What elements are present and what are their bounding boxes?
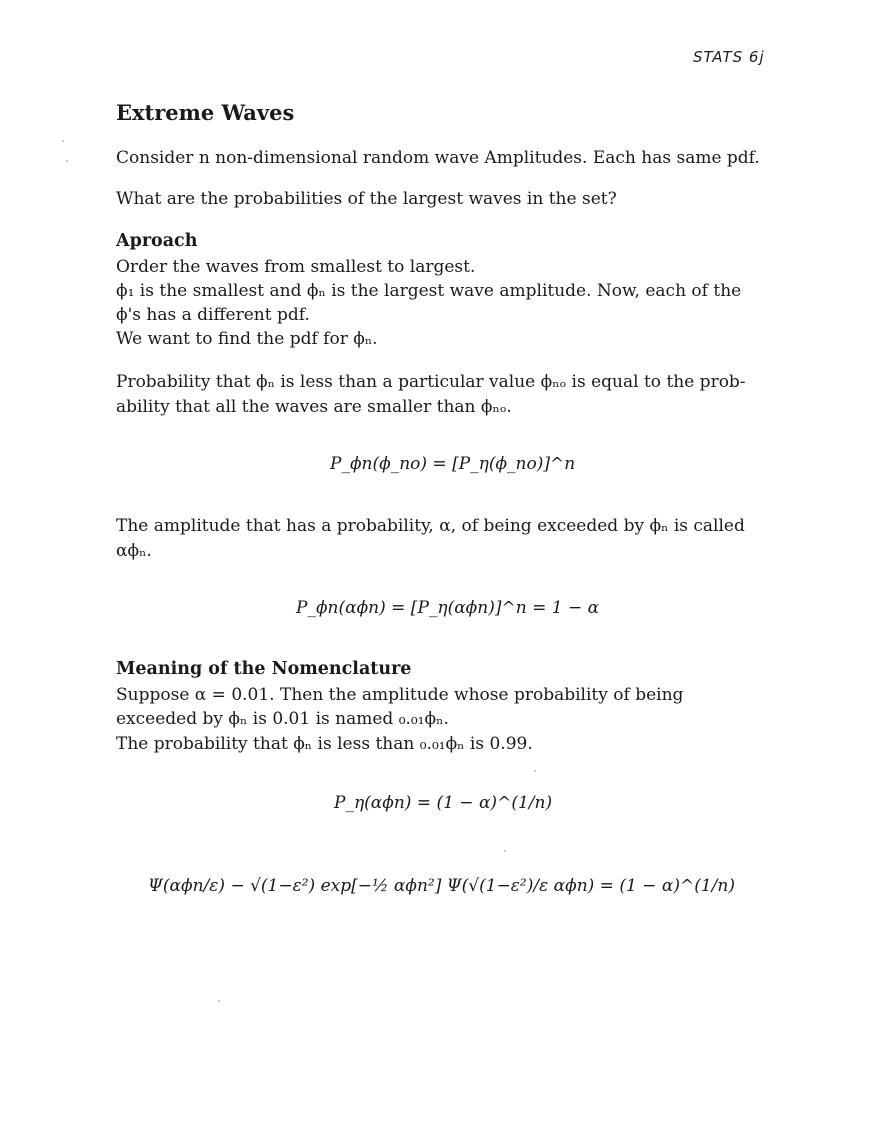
equation-2-text: P_ϕn(αϕn) = [P_η(αϕn)]^n = 1 − α [296, 598, 600, 618]
equation-4 [148, 876, 735, 896]
equation-3 [334, 793, 552, 813]
nomenclature-heading: Meaning of the Nomenclature [116, 659, 412, 679]
approach-heading: Aproach [116, 231, 198, 251]
equation-1-text: P_ϕn(ϕ_no) = [P_η(ϕ_no)]^n [330, 454, 576, 474]
approach-line-2: ϕ₁ is the smallest and ϕₙ is the largest wave amplitude. Now, each of the [116, 281, 742, 301]
nomenclature-line-3: The probability that ϕₙ is less than ₀.₀₁ϕₙ is 0.99. [116, 734, 533, 754]
scan-speck [66, 160, 68, 162]
intro-paragraph-2: What are the probabilities of the largest waves in the set? [116, 189, 617, 209]
approach-line-3: ϕ's has a different pdf. [116, 305, 310, 325]
nomenclature-line-2: exceeded by ϕₙ is 0.01 is named ₀.₀₁ϕₙ. [116, 709, 449, 729]
scan-speck [534, 770, 536, 772]
equation-1 [330, 454, 575, 474]
equation-3-text: P_η(αϕn) = (1 − α)^(1/n) [334, 793, 553, 813]
approach-line-4: We want to find the pdf for ϕₙ. [116, 329, 378, 349]
probability-line-1: Probability that ϕₙ is less than a particular value ϕₙₒ is equal to the prob- [116, 372, 746, 392]
amplitude-line-2: αϕₙ. [116, 541, 152, 561]
corner-handwritten-label: STATS 6j [693, 48, 765, 66]
page-title: Extreme Waves [116, 100, 295, 125]
intro-paragraph-1: Consider n non-dimensional random wave Amplitudes. Each has same pdf. [116, 148, 760, 168]
approach-line-1: Order the waves from smallest to largest. [116, 257, 476, 277]
nomenclature-line-1: Suppose α = 0.01. Then the amplitude whose probability of being [116, 685, 684, 705]
scan-speck [218, 1000, 220, 1002]
equation-4-text: Ψ(αϕn/ε) − √(1−ε²) exp[−½ αϕn²] Ψ(√(1−ε²)/ε αϕn) = (1 − α)^(1/n) [148, 876, 735, 896]
scan-speck [62, 140, 64, 142]
equation-2 [296, 598, 599, 618]
probability-line-2: ability that all the waves are smaller than ϕₙₒ. [116, 397, 512, 417]
amplitude-line-1: The amplitude that has a probability, α, of being exceeded by ϕₙ is called [116, 516, 745, 536]
scan-speck [504, 850, 506, 852]
